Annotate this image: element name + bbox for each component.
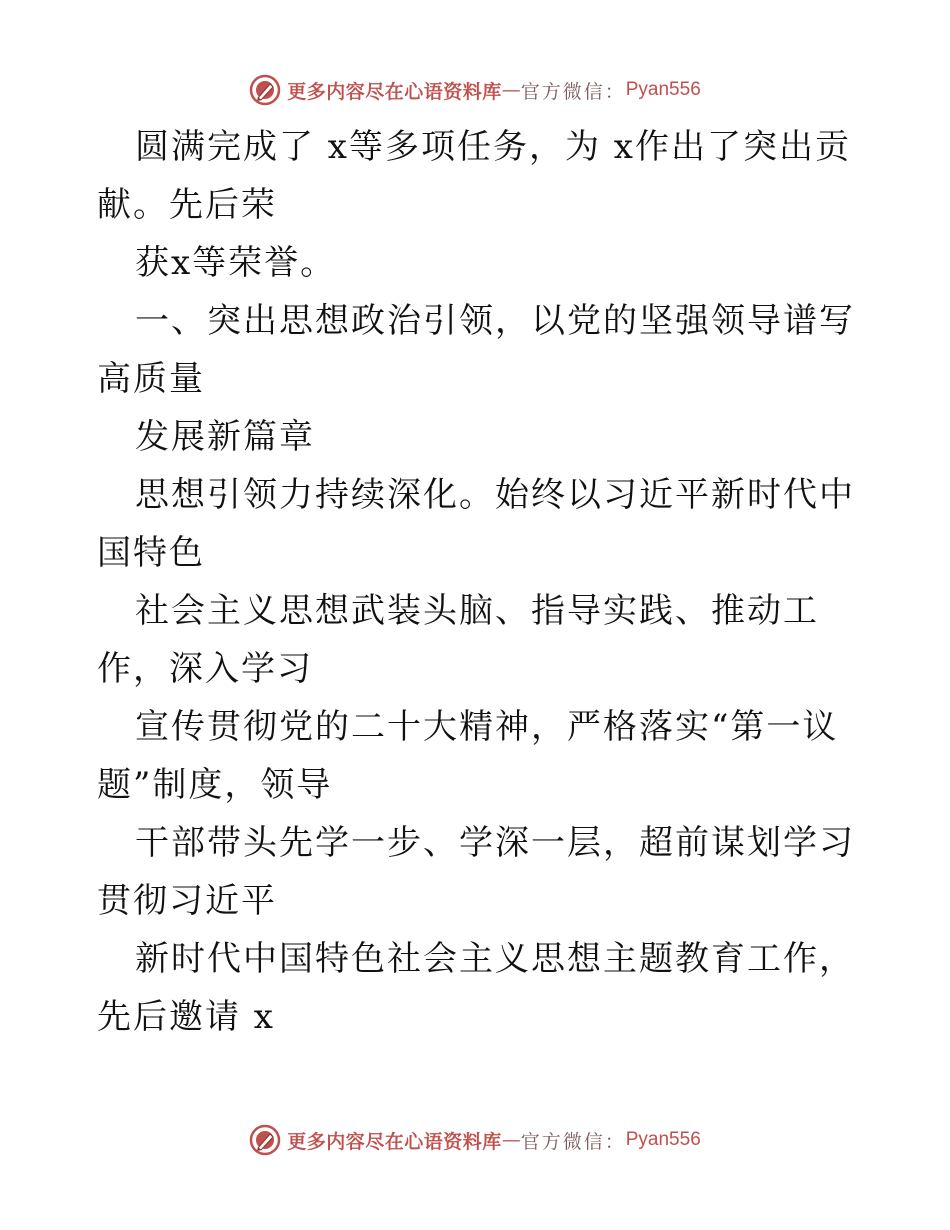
watermark-dash: — [501,1129,521,1151]
paragraph-3: 思想引领力持续深化。始终以习近平新时代中国特色 [97,475,855,573]
watermark-brand: 更多内容尽在心语资料库 [287,1130,502,1153]
watermark-dash: — [501,79,521,101]
watermark-id: Pyan556 [625,1129,701,1150]
header-watermark [0,70,950,110]
pen-logo-icon [249,74,281,106]
section-heading-continued: 发展新篇章 [135,417,315,457]
paragraph-5: 宣传贯彻党的二十大精神，严格落实“第一议题”制度，领导 [97,707,839,805]
watermark-label: 官方微信： [520,80,626,103]
paragraph-6: 干部带头先学一步、学深一层，超前谋划学习贯彻习近平 [97,823,855,921]
watermark-brand: 更多内容尽在心语资料库 [287,80,502,103]
footer-watermark [0,1120,950,1160]
paragraph-7: 新时代中国特色社会主义思想主题教育工作，先后邀请 x [97,939,855,1037]
section-heading: 一、突出思想政治引领，以党的坚强领导谱写高质量 [97,301,855,399]
paragraph-2: 获x等荣誉。 [135,243,337,283]
paragraph-4: 社会主义思想武装头脑、指导实践、推动工作，深入学习 [97,591,819,689]
pen-logo-icon [249,1124,281,1156]
paragraph-1: 圆满完成了 x等多项任务，为 x作出了突出贡献。先后荣 [97,127,851,225]
watermark-id: Pyan556 [625,79,701,100]
document-body [97,118,857,1046]
watermark-label: 官方微信： [520,1130,626,1153]
